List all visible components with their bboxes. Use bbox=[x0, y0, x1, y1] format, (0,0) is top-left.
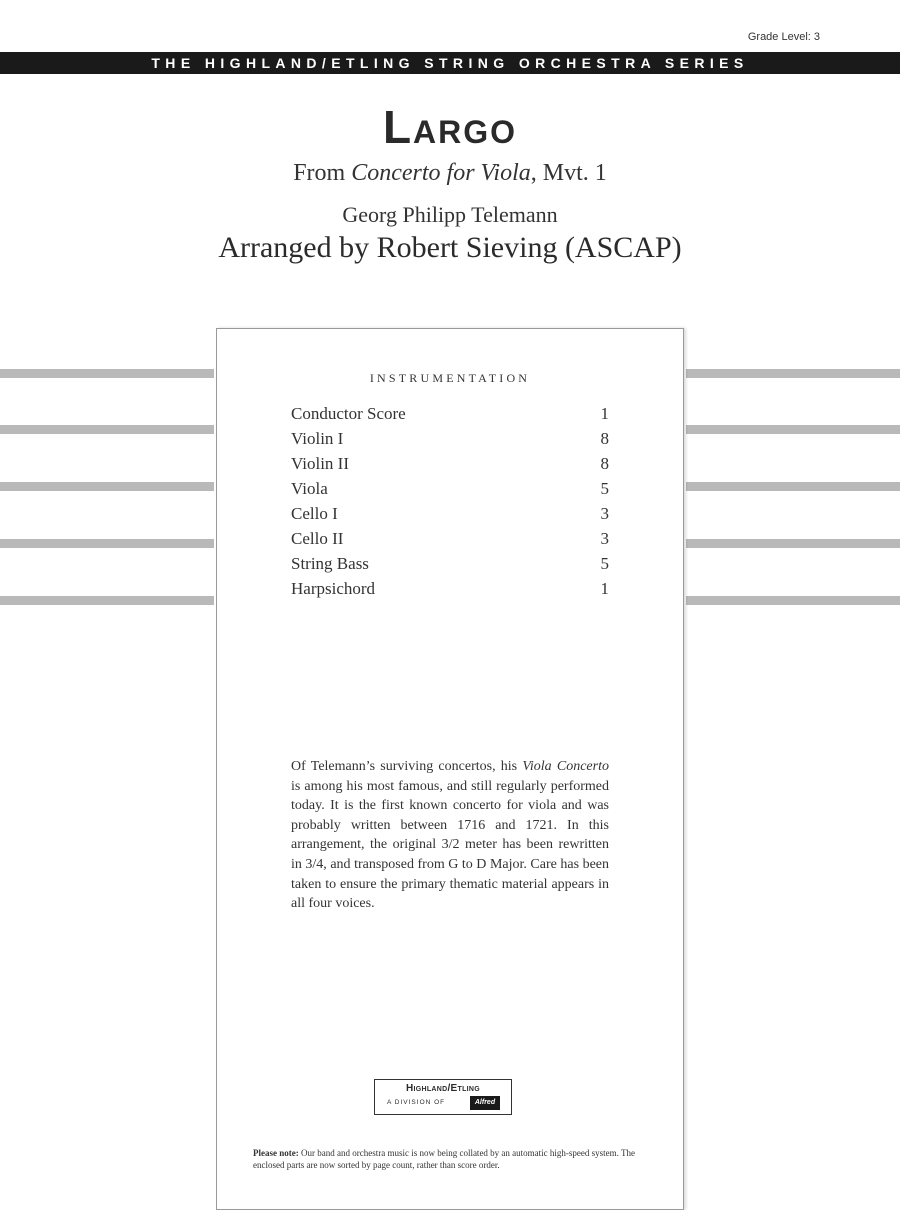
instrument-count: 8 bbox=[600, 454, 609, 473]
arranger: Arranged by Robert Sieving (ASCAP) bbox=[218, 231, 682, 264]
staff-line bbox=[0, 369, 214, 378]
staff-line bbox=[686, 425, 900, 434]
subtitle bbox=[0, 160, 900, 187]
program-note-work: Viola Concerto bbox=[522, 759, 609, 774]
staff-line bbox=[0, 482, 214, 491]
subtitle-prefix: From bbox=[293, 160, 352, 186]
instrument-row bbox=[291, 426, 609, 451]
instrument-name: Cello I bbox=[291, 504, 338, 523]
instrument-name: Violin I bbox=[291, 429, 344, 448]
staff-line bbox=[0, 596, 214, 605]
staff-line bbox=[0, 539, 214, 548]
collation-note bbox=[253, 1147, 659, 1171]
instrument-name: Harpsichord bbox=[291, 579, 376, 598]
instrument-row bbox=[291, 551, 609, 576]
program-note bbox=[291, 757, 609, 914]
note-text: Our band and orchestra music is now being collated by an automatic high-speed system. The enclosed parts are now sorted by page count, rather than score order. bbox=[253, 1148, 635, 1170]
note-label: Please note: bbox=[253, 1148, 299, 1158]
program-note-text: is among his most famous, and still regularly performed today. It is the first known concerto for viola and was probably written between 1716 and 1721. In this arrangement, the original 3/2 meter has been rewritten in 3/4, and transposed from G to D Major. Care has been taken to ensure the primary thematic material appears in all four voices. bbox=[291, 778, 609, 912]
instrument-count: 1 bbox=[600, 404, 609, 423]
instrument-row bbox=[291, 526, 609, 551]
instrument-row bbox=[291, 576, 609, 601]
logo-name: Highland/Etling bbox=[405, 1083, 481, 1094]
staff-line bbox=[686, 482, 900, 491]
instrument-name: Viola bbox=[291, 479, 328, 498]
subtitle-suffix: , Mvt. 1 bbox=[530, 160, 607, 186]
instrument-name: String Bass bbox=[291, 554, 369, 573]
series-banner: THE HIGHLAND/ETLING STRING ORCHESTRA SERIES bbox=[0, 52, 900, 74]
instrument-count: 1 bbox=[600, 579, 609, 598]
instrument-name: Violin II bbox=[291, 454, 349, 473]
instrumentation-list bbox=[291, 401, 609, 601]
instrument-row bbox=[291, 451, 609, 476]
logo-division: A DIVISION OF bbox=[387, 1099, 446, 1106]
instrument-row bbox=[291, 401, 609, 426]
instrument-row bbox=[291, 476, 609, 501]
instrument-count: 5 bbox=[600, 479, 609, 498]
program-note-text: Of Telemann’s surviving concertos, his bbox=[291, 759, 523, 774]
piece-title: Largo bbox=[382, 101, 518, 153]
instrument-row bbox=[291, 501, 609, 526]
subtitle-work: Concerto for Viola bbox=[351, 160, 531, 186]
instrument-count: 5 bbox=[600, 554, 609, 573]
staff-line bbox=[0, 425, 214, 434]
grade-level: Grade Level: 3 bbox=[747, 31, 820, 43]
instrument-name: Cello II bbox=[291, 529, 344, 548]
info-panel bbox=[216, 328, 684, 1210]
alfred-logo: Alfred bbox=[470, 1096, 500, 1110]
instrument-name: Conductor Score bbox=[291, 404, 406, 423]
composer: Georg Philipp Telemann bbox=[342, 202, 558, 227]
instrument-count: 8 bbox=[600, 429, 609, 448]
instrument-count: 3 bbox=[600, 529, 609, 548]
instrument-count: 3 bbox=[600, 504, 609, 523]
publisher-logo bbox=[374, 1079, 512, 1115]
staff-line bbox=[686, 369, 900, 378]
staff-line bbox=[686, 539, 900, 548]
staff-line bbox=[686, 596, 900, 605]
instrumentation-heading: INSTRUMENTATION bbox=[369, 371, 531, 385]
